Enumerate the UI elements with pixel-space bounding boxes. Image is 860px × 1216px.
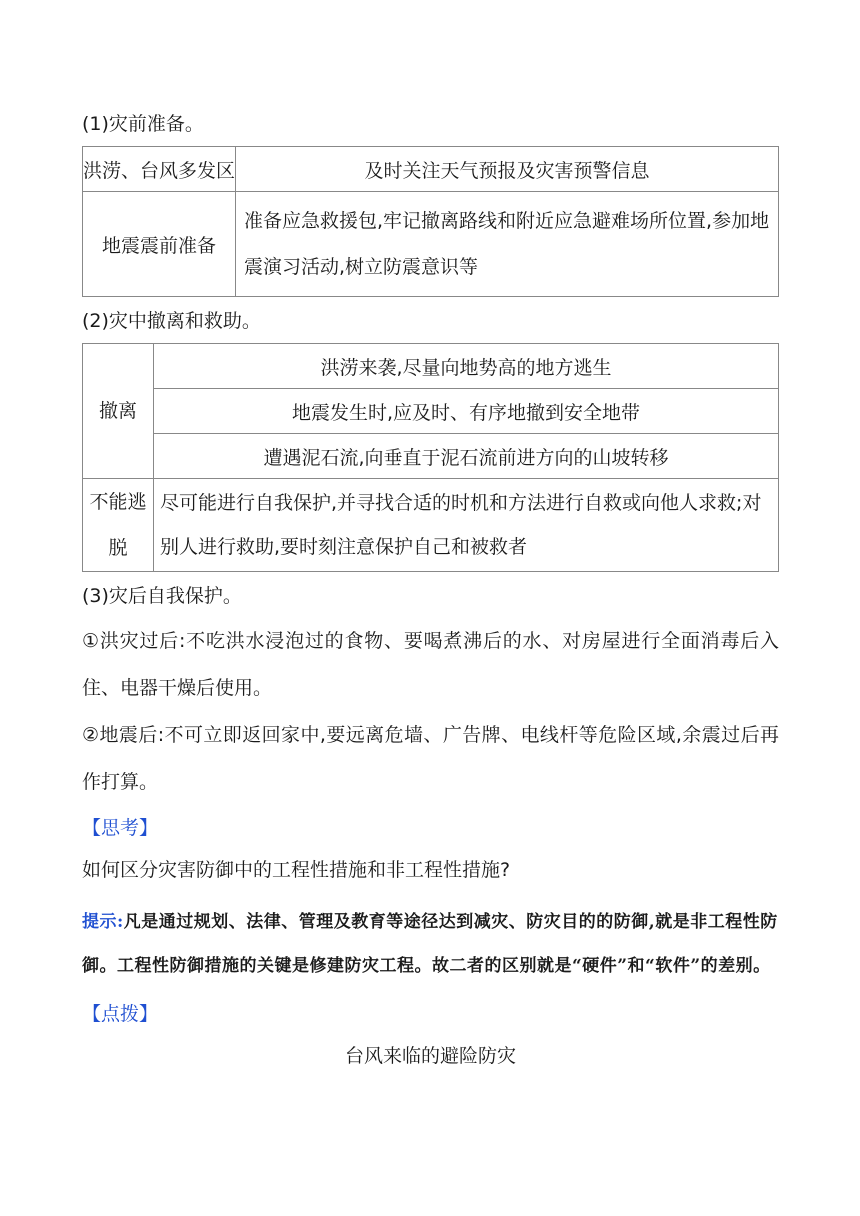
table-cell-earthquake-escape: 地震发生时,应及时、有序地撤到安全地带: [154, 389, 779, 434]
table-cell-flood-escape: 洪涝来袭,尽量向地势高的地方逃生: [154, 344, 779, 389]
post-flood-paragraph: ①洪灾过后:不吃洪水浸泡过的食物、要喝煮沸后的水、对房屋进行全面消毒后入住、电器干燥后使用。: [82, 630, 779, 699]
section1-heading: (1)灾前准备。: [82, 113, 204, 135]
table-row: [83, 344, 779, 389]
table-row: [83, 434, 779, 479]
post-earthquake-paragraph: ②地震后:不可立即返回家中,要远离危墙、广告牌、电线杆等危险区域,余震过后再作打算。: [82, 724, 779, 793]
table-row: [83, 192, 779, 297]
document-page: [82, 110, 779, 1070]
section3-heading: (3)灾后自我保护。: [82, 585, 242, 607]
tips-title: 台风来临的避险防灾: [344, 1045, 516, 1067]
table-cell-earthquake-prep-detail: 准备应急救援包,牢记撤离路线和附近应急避难场所位置,参加地震演习活动,树立防震意识等: [236, 192, 779, 297]
table-cell-weather-warning: 及时关注天气预报及灾害预警信息: [236, 147, 779, 192]
evacuation-table: [82, 343, 779, 572]
thinking-question: 如何区分灾害防御中的工程性措施和非工程性措施?: [82, 859, 511, 881]
hint-paragraph: [82, 900, 779, 988]
table-row: [83, 479, 779, 572]
thinking-tag: 【思考】: [82, 817, 159, 839]
table-row: [83, 147, 779, 192]
section2-heading: (2)灾中撤离和救助。: [82, 310, 261, 332]
table-cell-evacuate-label: 撤离: [83, 344, 154, 479]
table-cell-mudslide-escape: 遭遇泥石流,向垂直于泥石流前进方向的山坡转移: [154, 434, 779, 479]
hint-text: 凡是通过规划、法律、管理及教育等途径达到减灾、防灾目的的防御,就是非工程性防御。工程性防御措施的关键是修建防灾工程。故二者的区别就是“硬件”和“软件”的差别。: [82, 912, 778, 976]
table-cell-self-rescue: 尽可能进行自我保护,并寻找合适的时机和方法进行自救或向他人求救;对别人进行救助,要时刻注意保护自己和被救者: [154, 479, 779, 572]
table-cell-earthquake-prep: 地震震前准备: [83, 192, 236, 297]
table-cell-cannot-escape-label: 不能逃脱: [83, 479, 154, 572]
table-cell-flood-typhoon-area: 洪涝、台风多发区: [83, 147, 236, 192]
hint-label: 提示:: [82, 912, 124, 932]
preparation-table: [82, 146, 779, 297]
tips-tag: 【点拨】: [82, 1003, 159, 1025]
table-row: [83, 389, 779, 434]
